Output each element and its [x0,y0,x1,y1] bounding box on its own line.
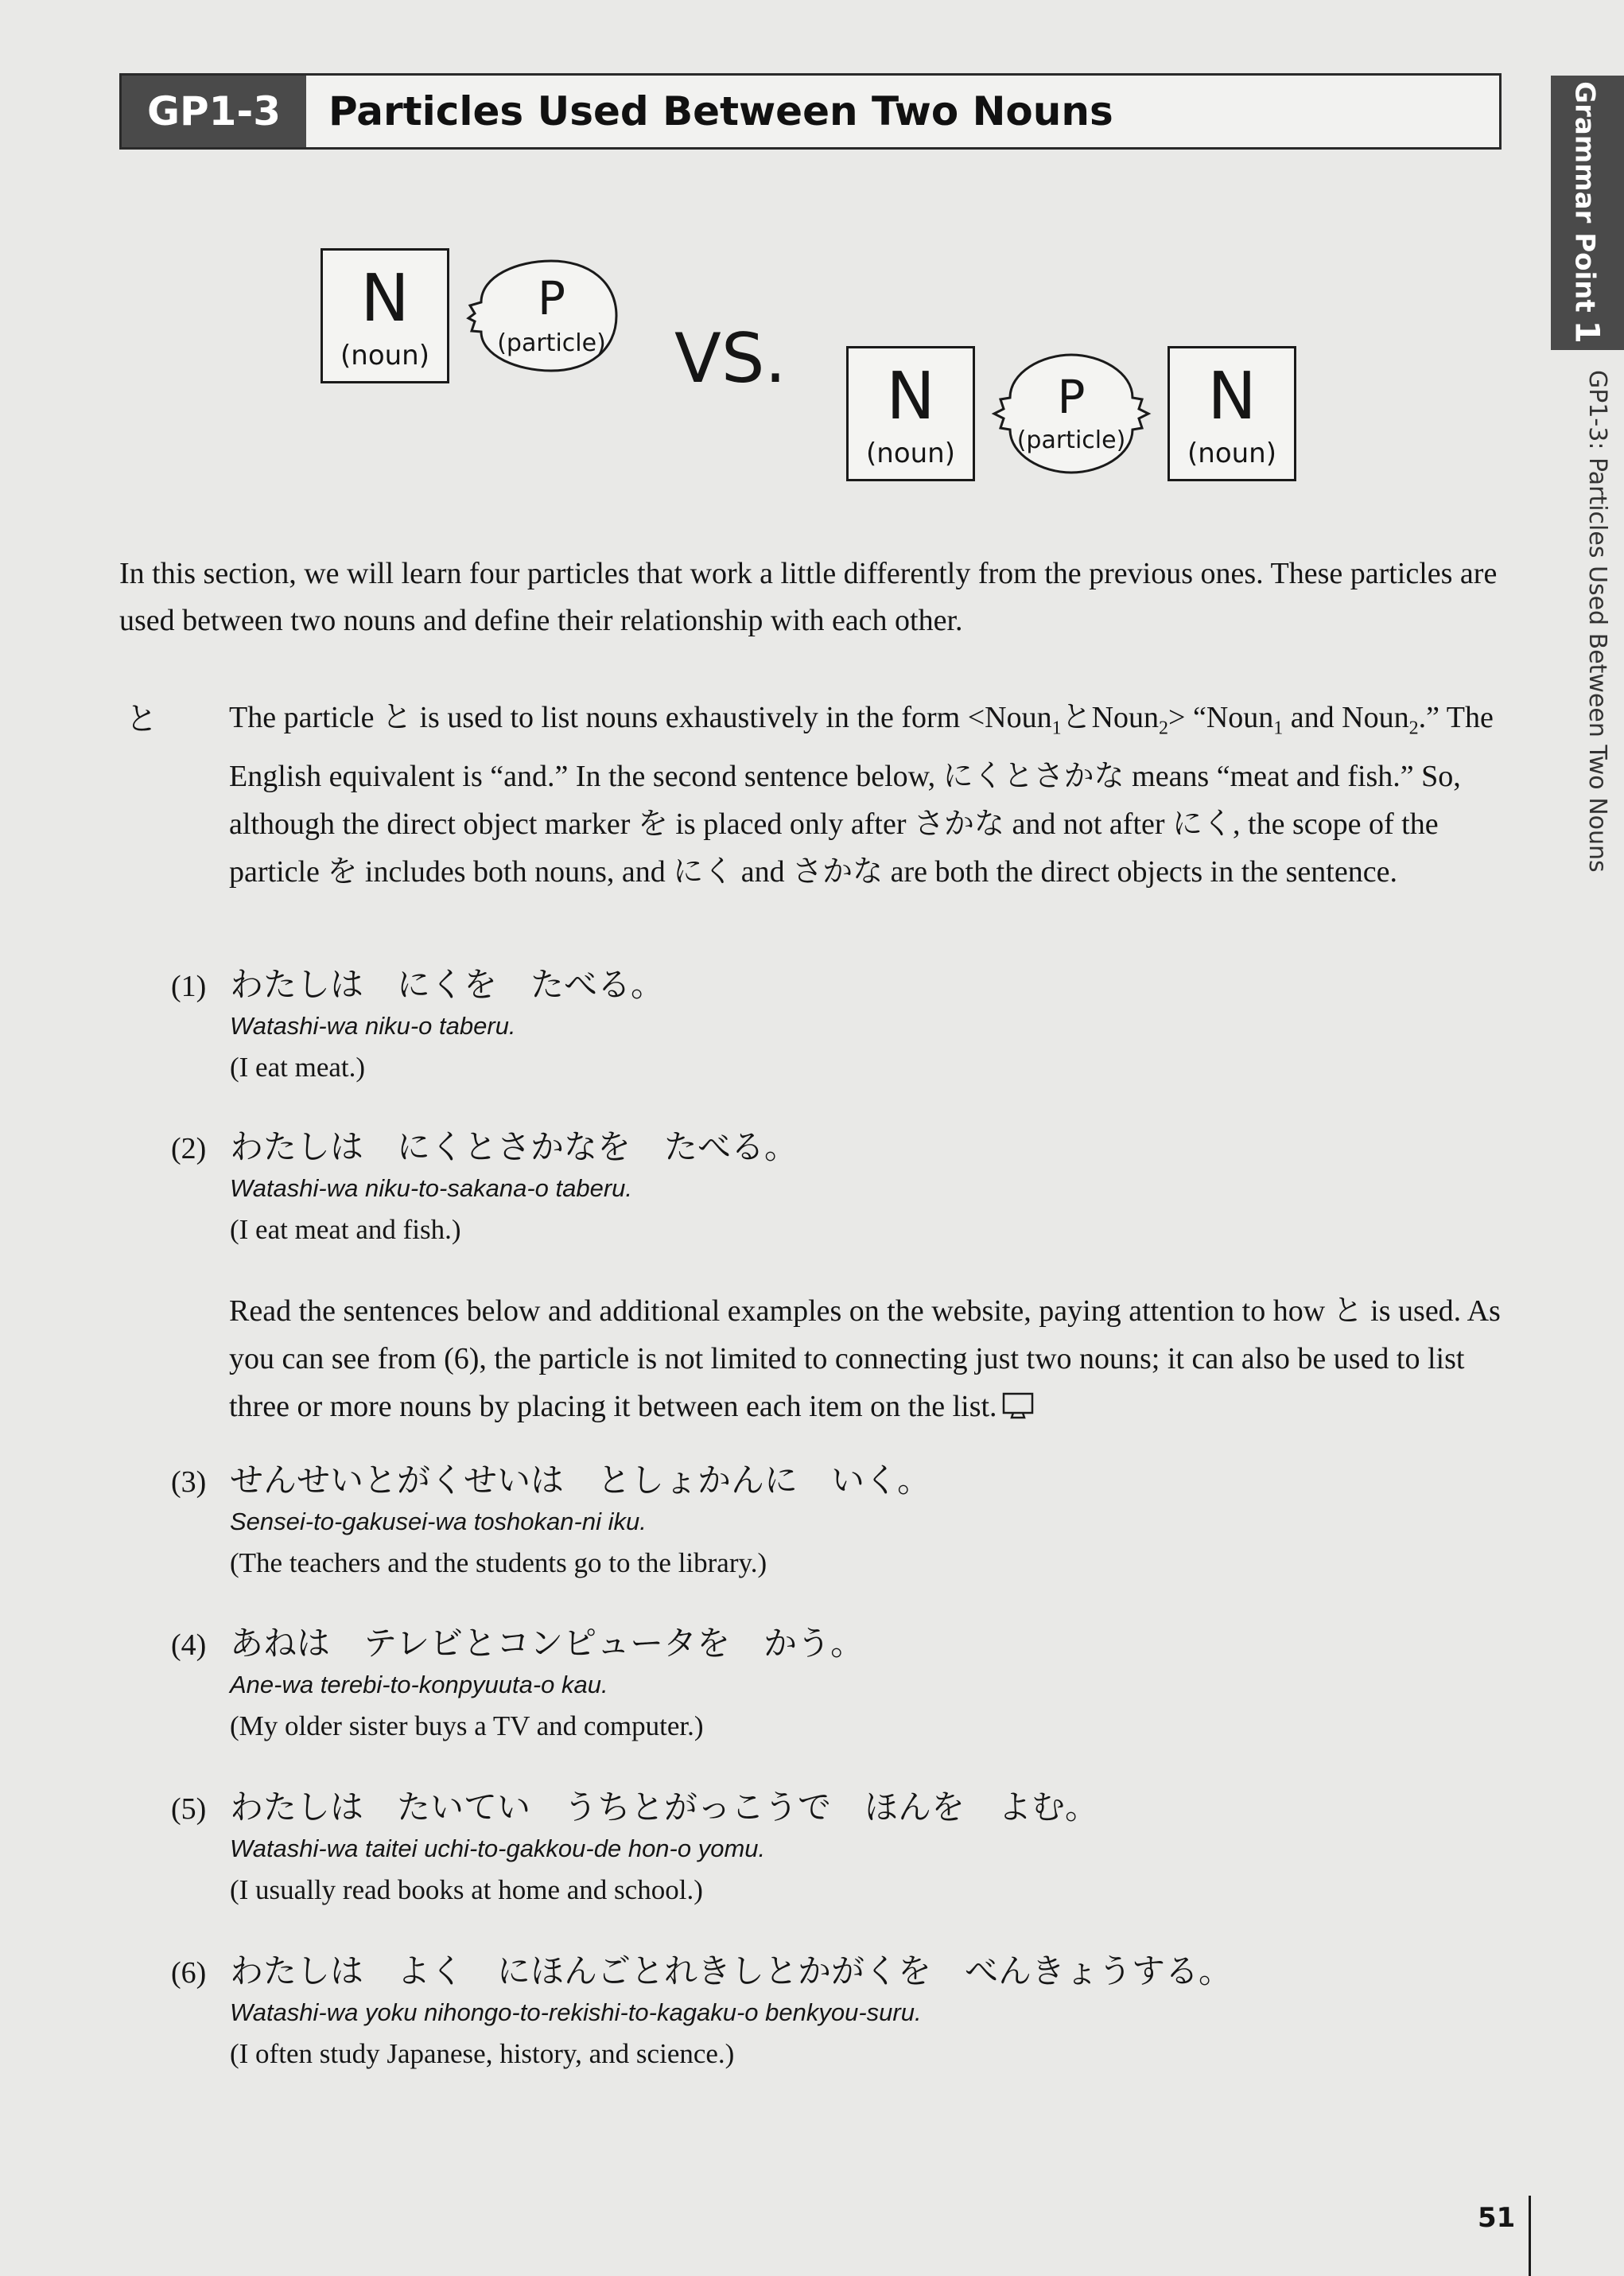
section-title: Particles Used Between Two Nouns [328,88,1113,134]
noun-label: (noun) [866,438,955,469]
particle-label: (particle) [1016,426,1126,454]
subscript: 1 [1051,718,1062,739]
read-instructions [229,1287,1513,1434]
explanation-text: and Noun [1283,701,1409,734]
particle-to-marker: と [126,701,157,737]
noun-letter: N [360,261,410,337]
np-diagram [0,0,1624,509]
example-japanese: わたしは にくとさかなを たべる。 [230,1127,798,1166]
example-romaji: Watashi-wa niku-to-sakana-o taberu. [230,1174,633,1202]
computer-icon [1002,1386,1034,1434]
particle-letter: P [538,271,565,325]
example-translation: (I eat meat and fish.) [230,1214,461,1245]
example-japanese: せんせいとがくせいは としょかんに いく。 [230,1461,931,1500]
example-romaji: Watashi-wa taitei uchi-to-gakkou-de hon-o yomu. [230,1834,766,1862]
explanation-text: The particle と is used to list nouns exhaustively in the form <Noun [229,701,1052,734]
example-japanese: あねは テレビとコンピュータを かう。 [230,1624,864,1663]
grammar-point-number: 1 [1568,320,1607,344]
example-number: (2) [171,1132,207,1165]
particle-bubble [980,350,1163,477]
explanation-text: > “Noun [1168,701,1274,734]
noun-box [846,346,975,481]
page-number: 51 [1478,2202,1516,2234]
page-number-rule [1529,2196,1531,2276]
section-code: GP1-3 [122,76,306,147]
example-number: (6) [171,1956,207,1990]
particle-label: (particle) [497,329,606,357]
example-romaji: Ane-wa terebi-to-konpyuuta-o kau. [230,1671,608,1698]
example-japanese: わたしは よく にほんごとれきしとかがくを べんきょうする。 [230,1951,1233,1990]
example-translation: (My older sister buys a TV and computer.) [230,1710,704,1741]
particle-letter: P [1057,370,1086,424]
example-number: (1) [171,970,207,1003]
explanation-text: とNoun [1061,701,1160,734]
versus-label: VS. [674,319,787,399]
grammar-point-label: Grammar Point [1568,81,1601,313]
subscript: 2 [1408,718,1419,739]
intro-paragraph: In this section, we will learn four particles that work a little differently from the previous ones. These particles are used between two nouns and define their relationship with each other. [119,557,1498,637]
subscript: 1 [1273,718,1284,739]
noun-label: (noun) [1187,438,1276,469]
example-translation: (I eat meat.) [230,1052,366,1083]
example-japanese: わたしは たいてい うちとがっこうで ほんを よむ。 [230,1788,1099,1827]
read-instructions-text: Read the sentences below and additional examples on the website, paying attention to how と is used. As you can see from (6), the particle is not limited to connecting just two nouns; it can also be used to list three or more nouns by placing it between each item on the list. [229,1294,1501,1423]
example-romaji: Sensei-to-gakusei-wa toshokan-ni iku. [230,1508,647,1535]
example-translation: (I often study Japanese, history, and science.) [230,2038,735,2069]
noun-box [1167,346,1296,481]
example-romaji: Watashi-wa yoku nihongo-to-rekishi-to-kagaku-o benkyou-suru. [230,1998,922,2026]
noun-box [321,248,449,383]
example-translation: (I usually read books at home and school.) [230,1874,703,1905]
running-title-text: GP1-3: Particles Used Between Two Nouns [1583,370,1611,873]
example-romaji: Watashi-wa niku-o taberu. [230,1012,516,1040]
example-number: (4) [171,1628,207,1662]
particle-to-explanation [229,694,1502,896]
noun-label: (noun) [340,340,429,372]
example-number: (5) [171,1792,207,1826]
particle-bubble [457,256,620,375]
noun-letter: N [1207,359,1257,434]
explanation-text: .” The English equivalent is “and.” In the second sentence below, にくとさかな means “meat and fish.” So, although the direct object marker を is placed only after さかな and not after にく, the scope of the particle を includes both nouns, and にく and さかな are both the direct objects in the sentence. [229,701,1494,889]
example-japanese: わたしは にくを たべる。 [230,965,665,1004]
example-translation: (The teachers and the students go to the library.) [230,1547,767,1578]
subscript: 2 [1159,718,1169,739]
example-number: (3) [171,1465,207,1499]
noun-letter: N [886,359,935,434]
